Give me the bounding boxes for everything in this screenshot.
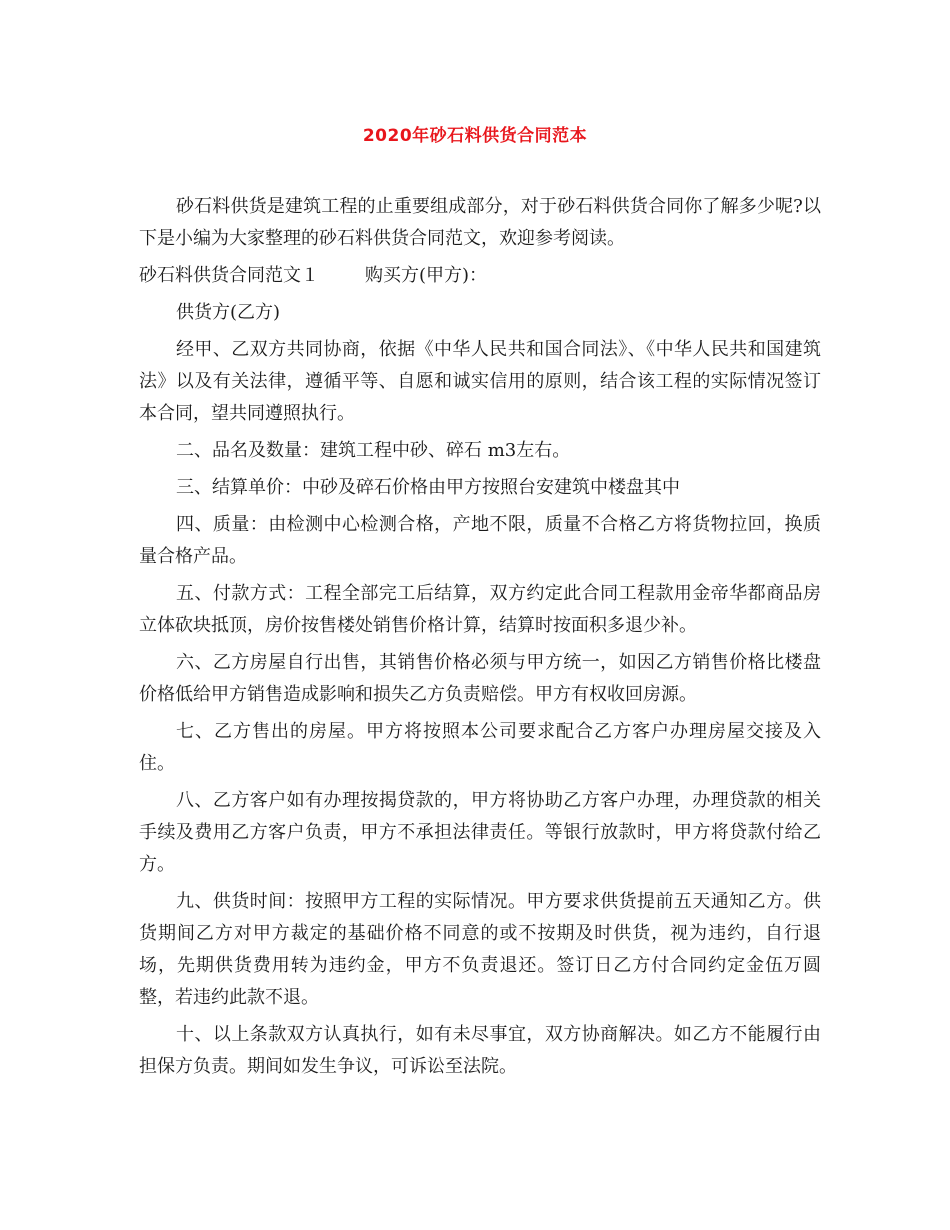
- document-title: 2020年砂石料供货合同范本: [362, 126, 588, 146]
- supplier-label: 供货方(乙方): [176, 302, 281, 323]
- clause-paragraph: 六、乙方房屋自行出售，其销售价格必须与甲方统一，如因乙方销售价格比楼盘价格低给甲方销售造成影响和损失乙方负责赔偿。甲方有权收回房源。: [139, 652, 821, 705]
- clause-paragraph: 二、品名及数量：建筑工程中砂、碎石 m3左右。: [176, 440, 571, 461]
- sample-heading: 砂石料供货合同范文１: [139, 265, 319, 286]
- clause-paragraph: 八、乙方客户如有办理按揭贷款的，甲方将协助乙方客户办理，办理贷款的相关手续及费用乙方客户负责，甲方不承担法律责任。等银行放款时，甲方将贷款付给乙方。: [139, 790, 821, 875]
- document-body: [139, 191, 821, 1088]
- clause-paragraph: 十、以上条款双方认真执行，如有未尽事宜，双方协商解决。如乙方不能履行由担保方负责。期间如发生争议，可诉讼至法院。: [139, 1024, 821, 1077]
- buyer-label: 购买方(甲方)：: [365, 265, 488, 286]
- clause-paragraph: 七、乙方售出的房屋。甲方将按照本公司要求配合乙方客户办理房屋交接及入住。: [139, 721, 821, 774]
- clause-paragraph: 经甲、乙双方共同协商，依据《中华人民共和国合同法》、《中华人民共和国建筑法》以及有关法律，遵循平等、自愿和诚实信用的原则，结合该工程的实际情况签订本合同，望共同遵照执行。: [139, 339, 821, 424]
- clause-paragraph: 五、付款方式：工程全部完工后结算，双方约定此合同工程款用金帝华都商品房立体砍块抵顶，房价按售楼处销售价格计算，结算时按面积多退少补。: [139, 583, 821, 636]
- sample-heading-line: [139, 260, 821, 292]
- clause-paragraph: 九、供货时间：按照甲方工程的实际情况。甲方要求供货提前五天通知乙方。供货期间乙方对甲方裁定的基础价格不同意的或不按期及时供货，视为违约，自行退场，先期供货费用转为违约金，甲方不负责退还。签订日乙方付合同约定金伍万圆整，若违约此款不退。: [139, 891, 821, 1008]
- clause-paragraph: 三、结算单价：中砂及碎石价格由甲方按照台安建筑中楼盘其中: [176, 477, 680, 498]
- clause-paragraph: 四、质量：由检测中心检测合格，产地不限，质量不合格乙方将货物拉回，换质量合格产品。: [139, 514, 821, 567]
- intro-paragraph: 砂石料供货是建筑工程的止重要组成部分，对于砂石料供货合同你了解多少呢?以下是小编为大家整理的砂石料供货合同范文，欢迎参考阅读。: [139, 196, 821, 249]
